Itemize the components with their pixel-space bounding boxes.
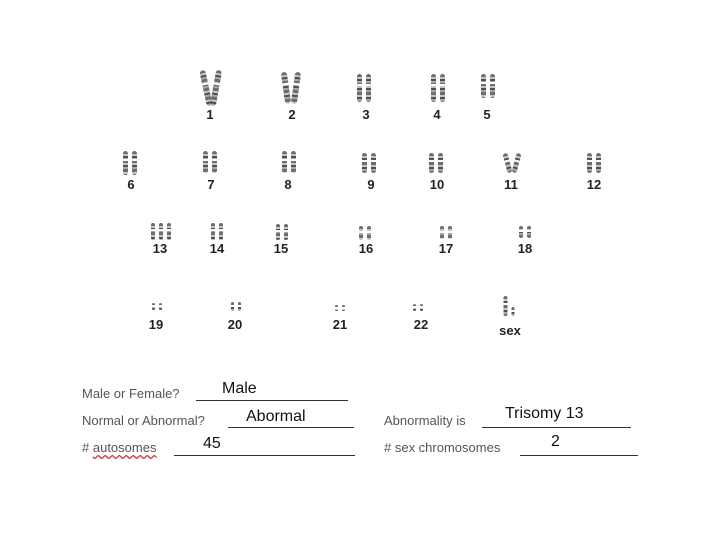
label-9: 9 <box>367 177 375 192</box>
chromosome-pair-7 <box>203 151 217 173</box>
label-14: 14 <box>209 241 225 256</box>
answer-autosomes[interactable]: 45 <box>203 435 221 452</box>
answer-sex-chromosomes[interactable]: 2 <box>551 433 560 450</box>
chromosome-pair-8 <box>282 151 296 173</box>
chromosome-pair-22 <box>413 304 423 311</box>
answer-line-sex-chromosomes <box>520 454 638 456</box>
answer-sex[interactable]: Male <box>222 380 257 397</box>
label-18: 18 <box>517 241 533 256</box>
label-1: 1 <box>206 107 214 122</box>
label-11: 11 <box>504 177 518 192</box>
chromosome-pair-6 <box>123 151 137 175</box>
label-22: 22 <box>413 317 429 332</box>
chromosome-pair-14 <box>211 223 223 240</box>
chromosome-pair-3 <box>357 74 371 102</box>
answer-abnormality[interactable]: Trisomy 13 <box>505 405 584 422</box>
chromosome-pair-20 <box>231 302 241 311</box>
chromosome-pair-13 <box>151 223 171 240</box>
chromosome-pair-1 <box>203 70 219 106</box>
label-17: 17 <box>438 241 454 256</box>
label-3: 3 <box>362 107 370 122</box>
answer-line-normal <box>228 426 354 428</box>
chromosome-pair-19 <box>152 303 162 310</box>
label-13: 13 <box>152 241 168 256</box>
question-sex: Male or Female? <box>82 386 180 401</box>
label-20: 20 <box>227 317 243 332</box>
label-21: 21 <box>332 317 348 332</box>
label-7: 7 <box>207 177 215 192</box>
chromosome-pair-11 <box>505 153 519 173</box>
answer-line-abnormality <box>482 426 631 428</box>
label-4: 4 <box>433 107 441 122</box>
answer-line-sex <box>196 399 348 401</box>
chromosome-pair-21 <box>335 305 345 311</box>
chromosome-pair-16 <box>359 226 371 240</box>
label-12: 12 <box>586 177 602 192</box>
chromosome-pair-15 <box>276 224 288 240</box>
question-normal: Normal or Abnormal? <box>82 413 205 428</box>
answer-line-autosomes <box>174 454 355 456</box>
chromosome-pair-sex <box>504 296 515 316</box>
chromosome-pair-10 <box>429 153 443 173</box>
chromosome-pair-9 <box>362 153 376 173</box>
autosomes-word: autosomes <box>92 440 157 455</box>
answer-normal[interactable]: Abormal <box>246 408 306 425</box>
label-6: 6 <box>127 177 135 192</box>
chromosome-pair-2 <box>283 72 299 104</box>
label-19: 19 <box>148 317 164 332</box>
chromosome-pair-4 <box>431 74 445 102</box>
label-2: 2 <box>288 107 296 122</box>
label-15: 15 <box>273 241 289 256</box>
chromosome-pair-5 <box>481 74 495 98</box>
label-10: 10 <box>429 177 445 192</box>
label-sex: sex <box>499 323 521 338</box>
question-autosomes <box>82 440 156 455</box>
label-5: 5 <box>483 107 491 122</box>
question-sex-chromosomes: # sex chromosomes <box>384 440 501 455</box>
hash-symbol: # <box>82 440 90 455</box>
label-16: 16 <box>358 241 374 256</box>
chromosome-pair-17 <box>440 226 452 239</box>
label-8: 8 <box>284 177 292 192</box>
chromosome-pair-18 <box>519 226 531 238</box>
question-abnormality: Abnormality is <box>384 413 466 428</box>
chromosome-pair-12 <box>587 153 601 173</box>
